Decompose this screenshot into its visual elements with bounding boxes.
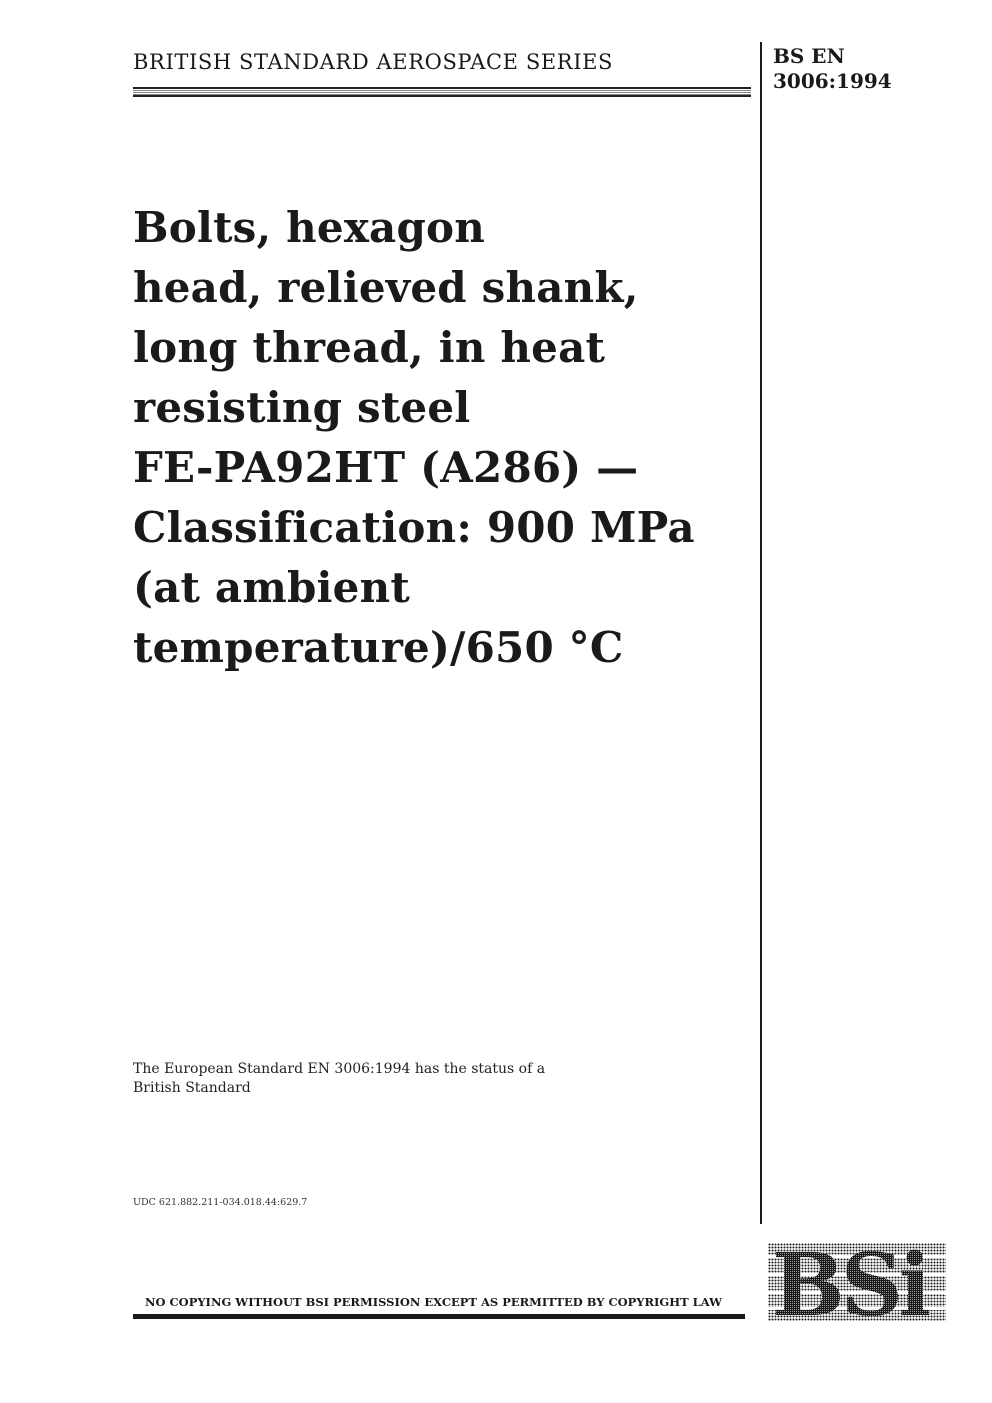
vertical-divider <box>760 42 762 1224</box>
title-line: Bolts, hexagon <box>133 203 485 252</box>
title-line: head, relieved shank, <box>133 263 639 312</box>
standard-number <box>773 44 892 94</box>
udc-classification: UDC 621.882.211-034.018.44:629.7 <box>133 1197 308 1208</box>
title-line: FE-PA92HT (A286) — <box>133 443 639 492</box>
title-line: resisting steel <box>133 383 471 432</box>
title-line: Classification: 900 MPa <box>133 503 695 552</box>
title-line: long thread, in heat <box>133 323 606 372</box>
title-line: temperature)/650 °C <box>133 623 624 672</box>
svg-text:BSi: BSi <box>772 1243 928 1321</box>
title-line: (at ambient <box>133 563 410 612</box>
status-note-line: The European Standard EN 3006:1994 has the status of a <box>133 1061 546 1077</box>
series-title: BRITISH STANDARD AEROSPACE SERIES <box>133 50 614 74</box>
standard-number-prefix: BS EN <box>773 44 845 68</box>
document-title <box>133 198 743 678</box>
header-rule <box>133 87 751 97</box>
bsi-logo-icon <box>768 1243 946 1321</box>
standard-number-code: 3006:1994 <box>773 69 892 93</box>
copyright-notice: NO COPYING WITHOUT BSI PERMISSION EXCEPT AS PERMITTED BY COPYRIGHT LAW <box>145 1295 723 1309</box>
status-note-line: British Standard <box>133 1080 251 1096</box>
footer-rule <box>133 1314 745 1319</box>
status-note <box>133 1060 603 1098</box>
